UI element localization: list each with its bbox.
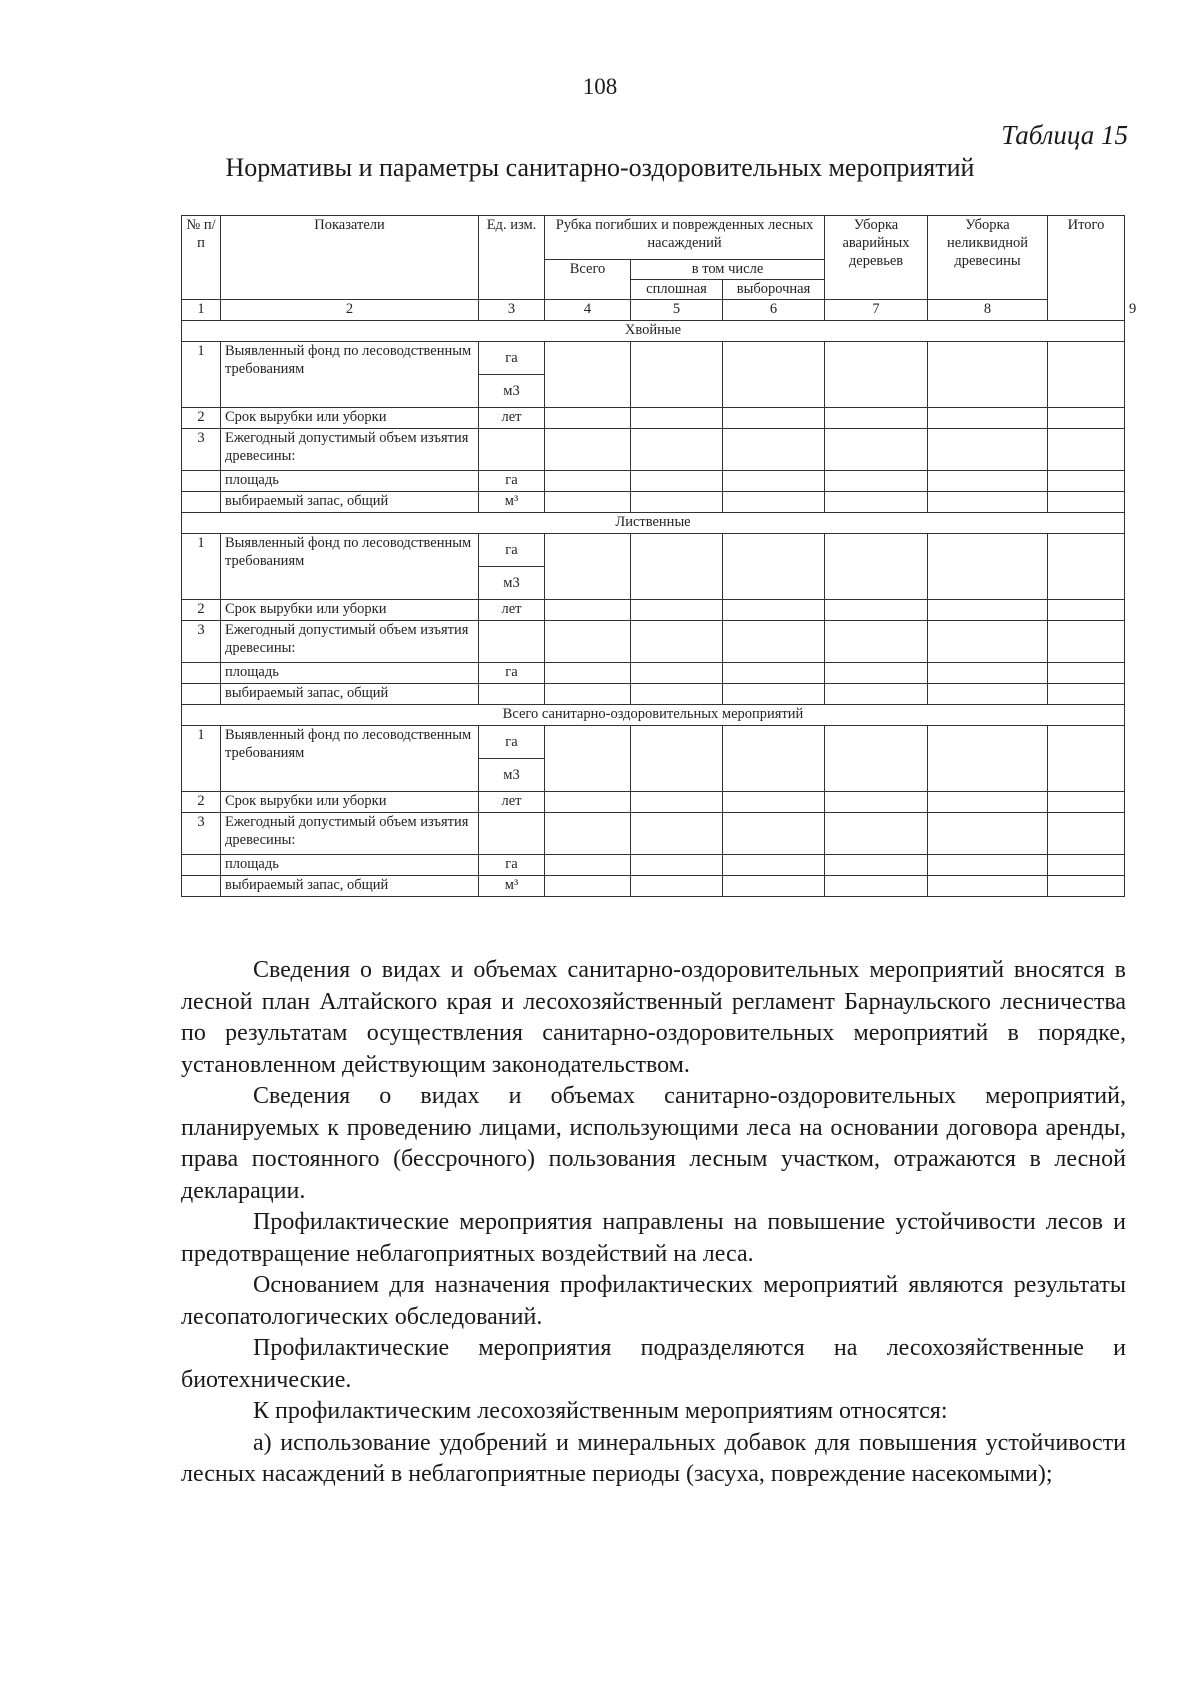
empty-cell	[182, 684, 221, 705]
empty-cell	[182, 663, 221, 684]
unit-cell: м³	[479, 876, 545, 897]
table-row	[182, 600, 1125, 621]
empty-cell	[545, 813, 631, 855]
column-number: 6	[723, 300, 825, 321]
section-header-row	[182, 513, 1125, 534]
row-label: Выявленный фонд по лесоводственным требованиям	[221, 342, 479, 408]
header-illiquid: Уборка неликвидной древесины	[928, 216, 1048, 300]
empty-cell	[928, 726, 1048, 792]
empty-cell	[825, 492, 928, 513]
empty-cell	[631, 792, 723, 813]
paragraph: а) использование удобрений и минеральных добавок для повышения устойчивости лесных насаждений в неблагоприятные периоды (засуха, повреждение насекомыми);	[181, 1429, 1126, 1487]
empty-cell	[825, 600, 928, 621]
empty-cell	[1048, 663, 1125, 684]
table-row	[182, 684, 1125, 705]
empty-cell	[723, 534, 825, 600]
empty-cell	[825, 684, 928, 705]
empty-cell	[928, 855, 1048, 876]
empty-cell	[928, 534, 1048, 600]
empty-cell	[723, 429, 825, 471]
empty-cell	[631, 600, 723, 621]
body-text	[181, 955, 1126, 1491]
empty-cell	[1048, 600, 1125, 621]
table-row	[182, 492, 1125, 513]
empty-cell	[928, 471, 1048, 492]
empty-cell	[631, 876, 723, 897]
unit-cell: м3	[479, 759, 545, 792]
unit-cell: га	[479, 663, 545, 684]
unit-cell	[479, 684, 545, 705]
empty-cell	[825, 534, 928, 600]
empty-cell	[631, 813, 723, 855]
empty-cell	[1048, 855, 1125, 876]
section-title: Хвойные	[182, 321, 1125, 342]
empty-cell	[825, 855, 928, 876]
empty-cell	[1048, 492, 1125, 513]
row-label: выбираемый запас, общий	[221, 684, 479, 705]
unit-cell: га	[479, 342, 545, 375]
empty-cell	[825, 342, 928, 408]
empty-cell	[182, 471, 221, 492]
empty-cell	[1048, 342, 1125, 408]
empty-cell	[928, 684, 1048, 705]
section-title: Лиственные	[182, 513, 1125, 534]
unit-cell: га	[479, 726, 545, 759]
column-number: 5	[631, 300, 723, 321]
norms-table	[181, 215, 1137, 897]
table-row	[182, 621, 1125, 663]
section-title: Всего санитарно-оздоровительных мероприятий	[182, 705, 1125, 726]
empty-cell	[723, 792, 825, 813]
column-number: 7	[825, 300, 928, 321]
header-selective: выборочная	[723, 280, 825, 300]
empty-cell	[825, 663, 928, 684]
table-row	[182, 726, 1125, 759]
row-label: площадь	[221, 663, 479, 684]
header-felling: Рубка погибших и поврежденных лесных насаждений	[545, 216, 825, 260]
table-row	[182, 429, 1125, 471]
table-row	[182, 534, 1125, 567]
empty-cell	[631, 621, 723, 663]
empty-cell	[545, 534, 631, 600]
table-row	[182, 855, 1125, 876]
empty-cell	[545, 429, 631, 471]
table-row	[182, 792, 1125, 813]
header-total: Всего	[545, 260, 631, 300]
empty-cell	[723, 663, 825, 684]
table-row	[182, 408, 1125, 429]
empty-cell	[1048, 684, 1125, 705]
column-number: 4	[545, 300, 631, 321]
row-label: Срок вырубки или уборки	[221, 792, 479, 813]
empty-cell	[182, 855, 221, 876]
empty-cell	[723, 813, 825, 855]
empty-cell	[723, 621, 825, 663]
empty-cell	[631, 471, 723, 492]
page-number: 108	[582, 74, 618, 99]
empty-cell	[825, 471, 928, 492]
row-label: Ежегодный допустимый объем изъятия древесины:	[221, 813, 479, 855]
row-label: Ежегодный допустимый объем изъятия древесины:	[221, 621, 479, 663]
empty-cell	[545, 663, 631, 684]
unit-cell: м3	[479, 567, 545, 600]
empty-cell	[825, 876, 928, 897]
column-number: 2	[221, 300, 479, 321]
row-number: 3	[182, 813, 221, 855]
paragraph: К профилактическим лесохозяйственным мероприятиям относятся:	[253, 1398, 948, 1424]
unit-cell: га	[479, 534, 545, 567]
empty-cell	[631, 534, 723, 600]
table-row	[182, 876, 1125, 897]
header-num: № п/п	[182, 216, 221, 300]
empty-cell	[631, 492, 723, 513]
unit-cell: м³	[479, 492, 545, 513]
empty-cell	[928, 621, 1048, 663]
empty-cell	[545, 471, 631, 492]
empty-cell	[723, 408, 825, 429]
empty-cell	[1048, 534, 1125, 600]
row-number: 3	[182, 621, 221, 663]
empty-cell	[723, 342, 825, 408]
unit-cell: лет	[479, 408, 545, 429]
row-label: площадь	[221, 855, 479, 876]
unit-cell: лет	[479, 600, 545, 621]
empty-cell	[825, 429, 928, 471]
empty-cell	[182, 876, 221, 897]
empty-cell	[723, 492, 825, 513]
empty-cell	[928, 429, 1048, 471]
empty-cell	[182, 492, 221, 513]
empty-cell	[825, 813, 928, 855]
header-including: в том числе	[631, 260, 825, 280]
unit-cell: га	[479, 471, 545, 492]
row-number: 3	[182, 429, 221, 471]
row-number: 1	[182, 726, 221, 792]
table-row	[182, 471, 1125, 492]
empty-cell	[1048, 408, 1125, 429]
empty-cell	[1048, 792, 1125, 813]
empty-cell	[928, 663, 1048, 684]
column-number: 1	[182, 300, 221, 321]
row-label: Срок вырубки или уборки	[221, 600, 479, 621]
empty-cell	[825, 726, 928, 792]
empty-cell	[631, 855, 723, 876]
row-label: Выявленный фонд по лесоводственным требованиям	[221, 726, 479, 792]
paragraph: Основанием для назначения профилактических мероприятий являются результаты лесопатологических обследований.	[181, 1272, 1126, 1330]
table-number: Таблица 15	[1001, 120, 1128, 150]
empty-cell	[479, 813, 545, 855]
empty-cell	[723, 471, 825, 492]
empty-cell	[723, 684, 825, 705]
row-number: 1	[182, 342, 221, 408]
empty-cell	[1048, 429, 1125, 471]
empty-cell	[825, 621, 928, 663]
empty-cell	[928, 792, 1048, 813]
empty-cell	[1048, 876, 1125, 897]
header-itogo: Итого	[1048, 216, 1125, 321]
row-label: Срок вырубки или уборки	[221, 408, 479, 429]
empty-cell	[631, 429, 723, 471]
empty-cell	[545, 600, 631, 621]
table-title: Нормативы и параметры санитарно-оздоровительных мероприятий	[225, 153, 975, 182]
empty-cell	[545, 492, 631, 513]
empty-cell	[631, 663, 723, 684]
unit-cell: м3	[479, 375, 545, 408]
column-number: 3	[479, 300, 545, 321]
row-label: выбираемый запас, общий	[221, 492, 479, 513]
empty-cell	[825, 792, 928, 813]
empty-cell	[479, 429, 545, 471]
column-numbers-row: 1 2 3 4 5 6 7 8 9	[182, 300, 1125, 321]
column-number: 8	[928, 300, 1048, 321]
header-emergency: Уборка аварийных деревьев	[825, 216, 928, 300]
empty-cell	[1048, 621, 1125, 663]
row-number: 2	[182, 792, 221, 813]
unit-cell: лет	[479, 792, 545, 813]
empty-cell	[631, 342, 723, 408]
empty-cell	[545, 684, 631, 705]
header-indicators: Показатели	[221, 216, 479, 300]
paragraph: Сведения о видах и объемах санитарно-оздоровительных мероприятий, планируемых к проведению лицами, использующими леса на основании договора аренды, права постоянного (бессрочного) пользования лесным участком, отражаются в лесной декларации.	[181, 1083, 1126, 1204]
empty-cell	[545, 855, 631, 876]
row-number: 1	[182, 534, 221, 600]
empty-cell	[928, 600, 1048, 621]
empty-cell	[545, 342, 631, 408]
empty-cell	[545, 876, 631, 897]
unit-cell: га	[479, 855, 545, 876]
paragraph: Профилактические мероприятия направлены на повышение устойчивости лесов и предотвращение неблагоприятных воздействий на леса.	[181, 1209, 1126, 1267]
empty-cell	[928, 492, 1048, 513]
empty-cell	[545, 726, 631, 792]
row-number: 2	[182, 600, 221, 621]
header-clear: сплошная	[631, 280, 723, 300]
empty-cell	[545, 408, 631, 429]
empty-cell	[928, 342, 1048, 408]
row-label: площадь	[221, 471, 479, 492]
empty-cell	[545, 621, 631, 663]
empty-cell	[1048, 726, 1125, 792]
paragraph: Сведения о видах и объемах санитарно-оздоровительных мероприятий вносятся в лесной план Алтайского края и лесохозяйственный регламент Барнаульского лесничества по результатам осуществления санитарно-оздоровительных мероприятий в порядке, установленном действующим законодательством.	[181, 957, 1126, 1078]
empty-cell	[723, 855, 825, 876]
row-label: Ежегодный допустимый объем изъятия древесины:	[221, 429, 479, 471]
table-row	[182, 342, 1125, 375]
row-label: Выявленный фонд по лесоводственным требованиям	[221, 534, 479, 600]
empty-cell	[928, 408, 1048, 429]
empty-cell	[631, 684, 723, 705]
empty-cell	[479, 621, 545, 663]
empty-cell	[631, 726, 723, 792]
empty-cell	[631, 408, 723, 429]
empty-cell	[928, 813, 1048, 855]
paragraph: Профилактические мероприятия подразделяются на лесохозяйственные и биотехнические.	[181, 1335, 1126, 1393]
empty-cell	[723, 600, 825, 621]
table-row	[182, 663, 1125, 684]
empty-cell	[723, 726, 825, 792]
empty-cell	[825, 408, 928, 429]
empty-cell	[723, 876, 825, 897]
row-label: выбираемый запас, общий	[221, 876, 479, 897]
empty-cell	[545, 792, 631, 813]
section-header-row	[182, 321, 1125, 342]
empty-cell	[1048, 471, 1125, 492]
empty-cell	[1048, 813, 1125, 855]
section-header-row	[182, 705, 1125, 726]
header-unit: Ед. изм.	[479, 216, 545, 300]
table-row	[182, 813, 1125, 855]
row-number: 2	[182, 408, 221, 429]
empty-cell	[928, 876, 1048, 897]
